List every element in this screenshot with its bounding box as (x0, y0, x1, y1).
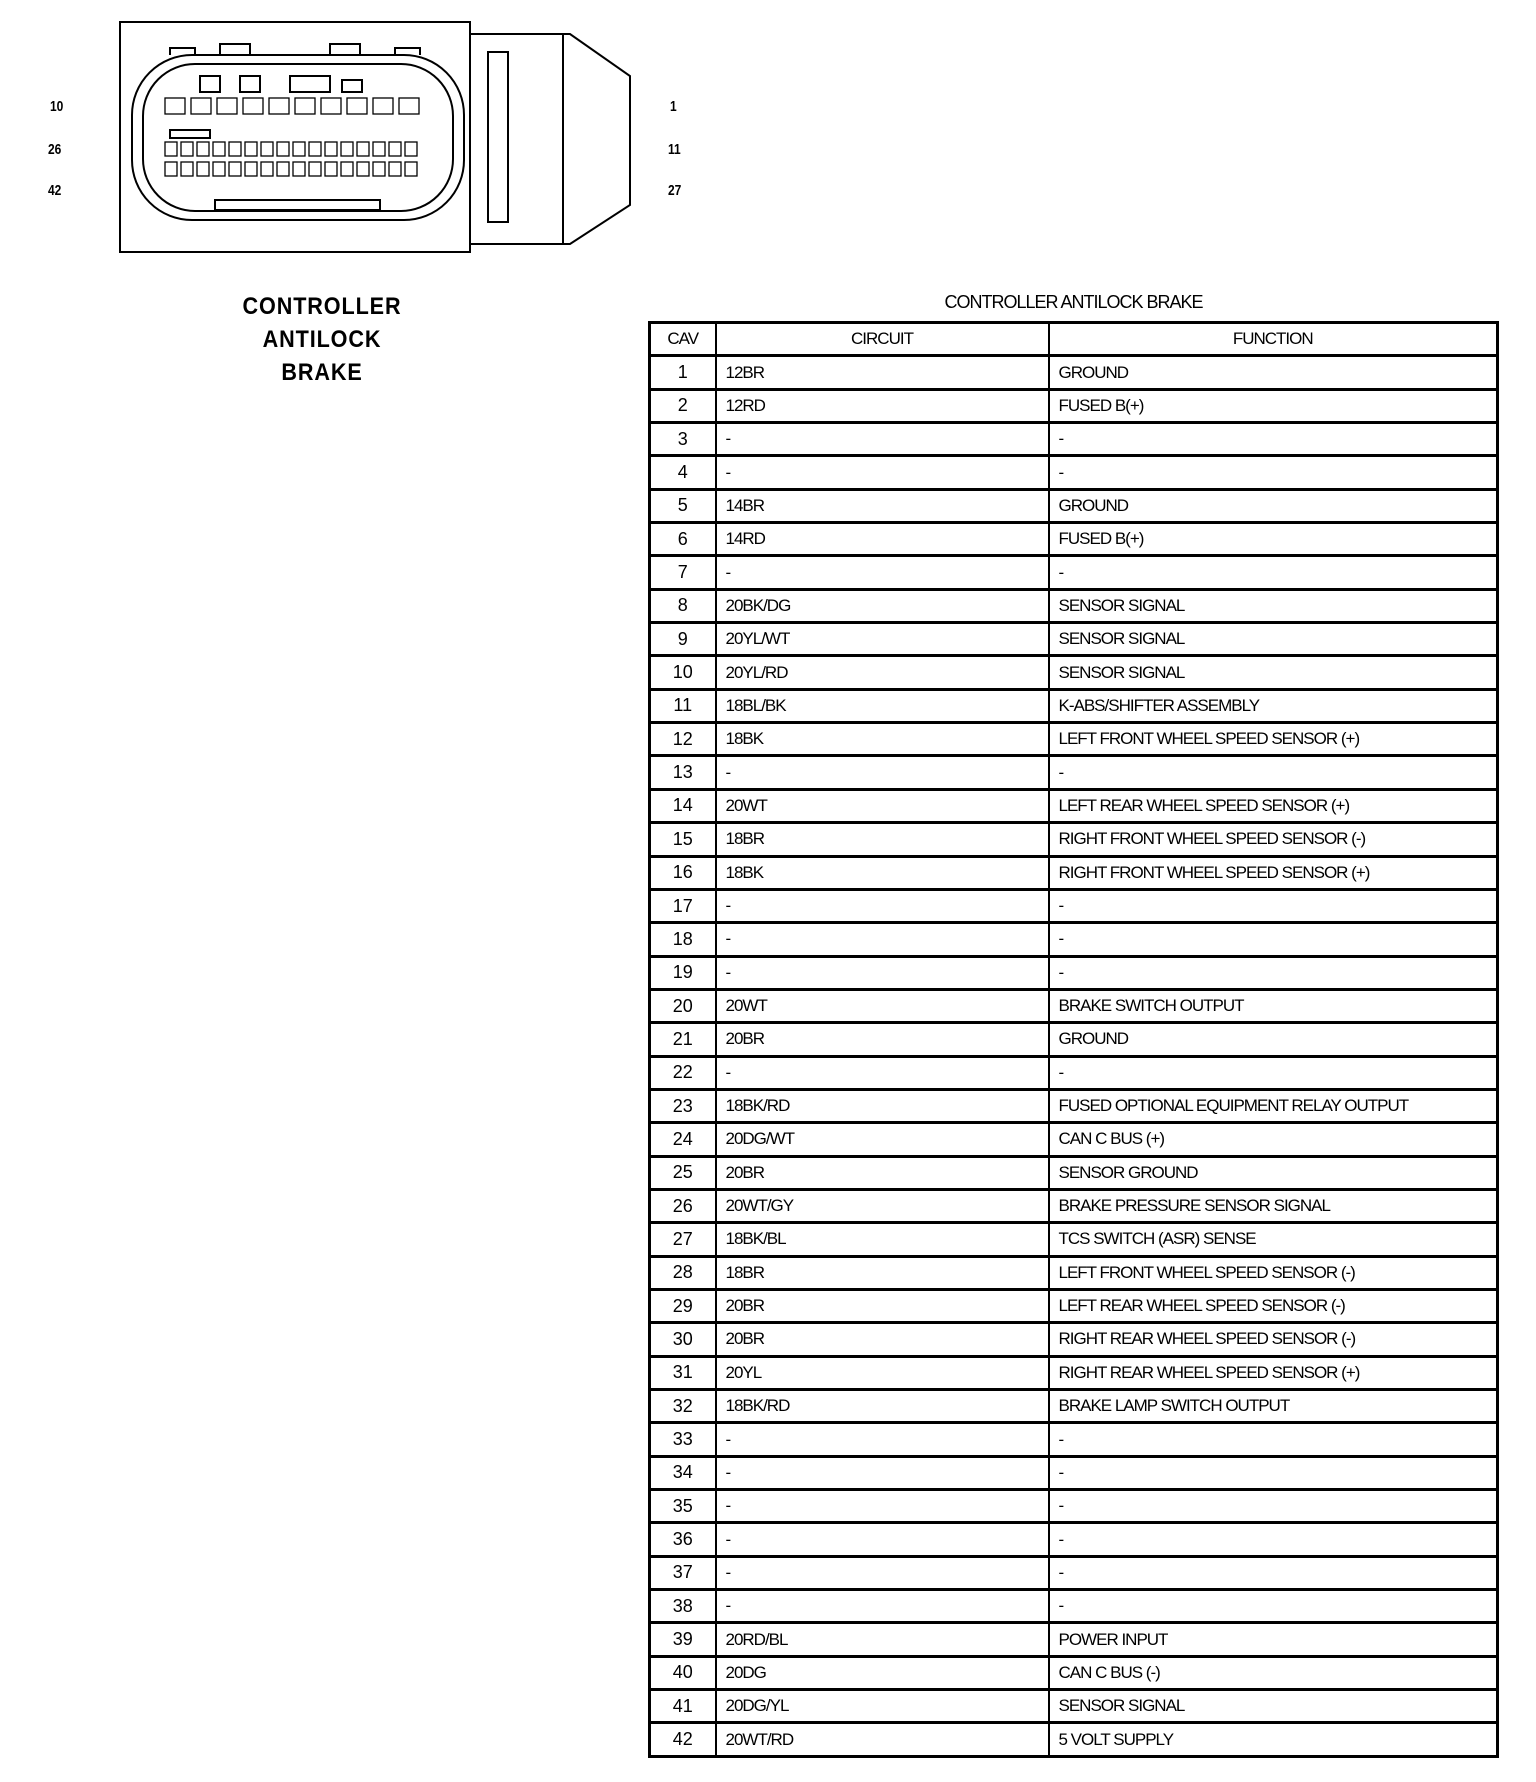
function-cell: BRAKE LAMP SWITCH OUTPUT (1049, 1390, 1498, 1423)
pin-label-26: 26 (48, 141, 62, 158)
cav-cell: 41 (650, 1690, 716, 1723)
table-row (650, 456, 1498, 489)
cav-cell: 18 (650, 923, 716, 956)
circuit-cell: - (716, 556, 1049, 589)
circuit-cell: - (716, 889, 1049, 922)
table-row (650, 623, 1498, 656)
circuit-cell: 14RD (716, 523, 1049, 556)
function-cell: - (1049, 956, 1498, 989)
cavity-bottom (277, 162, 289, 176)
cavity-top (191, 98, 211, 114)
function-cell: 5 VOLT SUPPLY (1049, 1723, 1498, 1756)
cavity-mid (229, 142, 241, 156)
cavity-mid (293, 142, 305, 156)
cavity-bottom (293, 162, 305, 176)
table-row (650, 1056, 1498, 1089)
table-row (650, 1456, 1498, 1489)
cavity-top (269, 98, 289, 114)
cav-cell: 21 (650, 1023, 716, 1056)
circuit-cell: - (716, 1556, 1049, 1589)
circuit-cell: 18BK (716, 723, 1049, 756)
function-cell: TCS SWITCH (ASR) SENSE (1049, 1223, 1498, 1256)
cavity-top (347, 98, 367, 114)
table-row (650, 1656, 1498, 1689)
cav-cell: 34 (650, 1456, 716, 1489)
function-cell: - (1049, 1523, 1498, 1556)
cavity-mid (389, 142, 401, 156)
cavity-top (321, 98, 341, 114)
function-cell: - (1049, 1456, 1498, 1489)
table-row (650, 489, 1498, 522)
connector-diagram (0, 0, 700, 270)
circuit-cell: 18BR (716, 823, 1049, 856)
cav-cell: 39 (650, 1623, 716, 1656)
circuit-cell: 12BR (716, 356, 1049, 389)
cav-cell: 32 (650, 1390, 716, 1423)
cavity-mid (277, 142, 289, 156)
circuit-cell: - (716, 423, 1049, 456)
function-cell: SENSOR SIGNAL (1049, 589, 1498, 622)
function-cell: CAN C BUS (-) (1049, 1656, 1498, 1689)
circuit-cell: - (716, 1056, 1049, 1089)
function-cell: GROUND (1049, 356, 1498, 389)
circuit-cell: 18BL/BK (716, 689, 1049, 722)
table-row (650, 1723, 1498, 1756)
table-row (650, 1356, 1498, 1389)
cav-cell: 20 (650, 989, 716, 1022)
table-row (650, 1023, 1498, 1056)
function-cell: SENSOR SIGNAL (1049, 623, 1498, 656)
table-row (650, 1089, 1498, 1122)
circuit-cell: - (716, 756, 1049, 789)
circuit-cell: 20BR (716, 1323, 1049, 1356)
circuit-cell: - (716, 1590, 1049, 1623)
function-cell: - (1049, 1423, 1498, 1456)
cavity-mid (197, 142, 209, 156)
cav-cell: 31 (650, 1356, 716, 1389)
table-row (650, 1156, 1498, 1189)
circuit-cell: 20YL/WT (716, 623, 1049, 656)
cavity-mid (405, 142, 417, 156)
function-cell: K-ABS/SHIFTER ASSEMBLY (1049, 689, 1498, 722)
function-cell: BRAKE SWITCH OUTPUT (1049, 989, 1498, 1022)
cavity-bottom (405, 162, 417, 176)
table-header-row (650, 323, 1498, 356)
function-cell: - (1049, 456, 1498, 489)
circuit-cell: - (716, 1423, 1049, 1456)
circuit-cell: - (716, 1490, 1049, 1523)
cav-cell: 2 (650, 389, 716, 422)
connector-title-line-2: ANTILOCK (262, 326, 382, 353)
pin-label-42: 42 (48, 182, 62, 199)
cavity-bottom (357, 162, 369, 176)
table-row (650, 1690, 1498, 1723)
connector-title-line-3: BRAKE (281, 359, 363, 386)
circuit-cell: - (716, 1456, 1049, 1489)
circuit-cell: - (716, 1523, 1049, 1556)
function-cell: - (1049, 756, 1498, 789)
function-cell: LEFT FRONT WHEEL SPEED SENSOR (+) (1049, 723, 1498, 756)
cav-cell: 27 (650, 1223, 716, 1256)
cav-cell: 14 (650, 789, 716, 822)
table-row (650, 1390, 1498, 1423)
cavity-mid (165, 142, 177, 156)
cavity-top (295, 98, 315, 114)
cavity-bottom (325, 162, 337, 176)
cavity-bottom (165, 162, 177, 176)
cavity-mid (309, 142, 321, 156)
circuit-cell: 20WT/RD (716, 1723, 1049, 1756)
function-cell: CAN C BUS (+) (1049, 1123, 1498, 1156)
cav-cell: 9 (650, 623, 716, 656)
cavity-bottom (213, 162, 225, 176)
function-cell: SENSOR GROUND (1049, 1156, 1498, 1189)
cav-cell: 28 (650, 1256, 716, 1289)
cav-cell: 23 (650, 1089, 716, 1122)
function-cell: - (1049, 1590, 1498, 1623)
cavity-top (243, 98, 263, 114)
function-cell: SENSOR SIGNAL (1049, 656, 1498, 689)
table-row (650, 956, 1498, 989)
circuit-cell: 20WT (716, 789, 1049, 822)
function-cell: RIGHT REAR WHEEL SPEED SENSOR (-) (1049, 1323, 1498, 1356)
function-cell: - (1049, 923, 1498, 956)
cav-cell: 37 (650, 1556, 716, 1589)
pin-label-11: 11 (668, 141, 681, 158)
function-cell: - (1049, 1556, 1498, 1589)
cav-cell: 1 (650, 356, 716, 389)
circuit-cell: 18BK/BL (716, 1223, 1049, 1256)
table-row (650, 989, 1498, 1022)
table-row (650, 823, 1498, 856)
pin-label-1: 1 (670, 98, 677, 115)
cav-cell: 33 (650, 1423, 716, 1456)
cavity-bottom (181, 162, 193, 176)
circuit-cell: 20DG/YL (716, 1690, 1049, 1723)
cav-cell: 38 (650, 1590, 716, 1623)
header-function: FUNCTION (1049, 323, 1498, 356)
circuit-cell: 18BR (716, 1256, 1049, 1289)
table-row (650, 889, 1498, 922)
cavity-mid (213, 142, 225, 156)
cav-cell: 6 (650, 523, 716, 556)
table-row (650, 1123, 1498, 1156)
table-row (650, 856, 1498, 889)
function-cell: SENSOR SIGNAL (1049, 1690, 1498, 1723)
cavity-mid (341, 142, 353, 156)
table-row (650, 1623, 1498, 1656)
cavity-bottom (229, 162, 241, 176)
cav-cell: 11 (650, 689, 716, 722)
cavity-bottom (341, 162, 353, 176)
circuit-cell: 12RD (716, 389, 1049, 422)
cavity-top (217, 98, 237, 114)
table-row (650, 423, 1498, 456)
function-cell: - (1049, 1056, 1498, 1089)
function-cell: FUSED B(+) (1049, 523, 1498, 556)
table-row (650, 389, 1498, 422)
table-row (650, 756, 1498, 789)
connector-title-line-1: CONTROLLER (242, 293, 402, 320)
table-row (650, 1590, 1498, 1623)
cavity-bottom (261, 162, 273, 176)
function-cell: LEFT REAR WHEEL SPEED SENSOR (+) (1049, 789, 1498, 822)
table-row (650, 1423, 1498, 1456)
table-row (650, 589, 1498, 622)
function-cell: RIGHT REAR WHEEL SPEED SENSOR (+) (1049, 1356, 1498, 1389)
cav-cell: 10 (650, 656, 716, 689)
cavity-top (399, 98, 419, 114)
cav-cell: 7 (650, 556, 716, 589)
function-cell: - (1049, 556, 1498, 589)
table-row (650, 789, 1498, 822)
circuit-cell: 18BK (716, 856, 1049, 889)
circuit-cell: - (716, 923, 1049, 956)
pin-label-10: 10 (50, 98, 64, 115)
function-cell: GROUND (1049, 1023, 1498, 1056)
cavity-bottom (309, 162, 321, 176)
table-title: CONTROLLER ANTILOCK BRAKE (944, 292, 1203, 312)
function-cell: - (1049, 889, 1498, 922)
table-row (650, 1289, 1498, 1322)
connector-title (222, 290, 422, 389)
cavity-mid (261, 142, 273, 156)
cavity-top (373, 98, 393, 114)
pinout-table (648, 321, 1499, 1758)
function-cell: LEFT FRONT WHEEL SPEED SENSOR (-) (1049, 1256, 1498, 1289)
table-row (650, 356, 1498, 389)
header-cav: CAV (650, 323, 716, 356)
circuit-cell: 20WT (716, 989, 1049, 1022)
cav-cell: 35 (650, 1490, 716, 1523)
cavity-mid (373, 142, 385, 156)
cav-cell: 29 (650, 1289, 716, 1322)
function-cell: - (1049, 1490, 1498, 1523)
circuit-cell: 20BR (716, 1156, 1049, 1189)
table-row (650, 1223, 1498, 1256)
connector-latch (470, 34, 630, 244)
cavity-bottom (197, 162, 209, 176)
function-cell: RIGHT FRONT WHEEL SPEED SENSOR (-) (1049, 823, 1498, 856)
circuit-cell: - (716, 956, 1049, 989)
function-cell: GROUND (1049, 489, 1498, 522)
circuit-cell: 20BR (716, 1023, 1049, 1056)
circuit-cell: 20BK/DG (716, 589, 1049, 622)
table-row (650, 1523, 1498, 1556)
cav-cell: 16 (650, 856, 716, 889)
table-row (650, 723, 1498, 756)
table-row (650, 1556, 1498, 1589)
latch-slot (488, 52, 508, 222)
cav-cell: 17 (650, 889, 716, 922)
circuit-cell: 20WT/GY (716, 1189, 1049, 1222)
circuit-cell: 20RD/BL (716, 1623, 1049, 1656)
circuit-cell: 18BK/RD (716, 1089, 1049, 1122)
circuit-cell: 18BK/RD (716, 1390, 1049, 1423)
circuit-cell: 20BR (716, 1289, 1049, 1322)
table-row (650, 1323, 1498, 1356)
circuit-cell: 14BR (716, 489, 1049, 522)
function-cell: - (1049, 423, 1498, 456)
cav-cell: 19 (650, 956, 716, 989)
table-row (650, 1490, 1498, 1523)
cav-cell: 24 (650, 1123, 716, 1156)
circuit-cell: 20YL (716, 1356, 1049, 1389)
cavity-mid (357, 142, 369, 156)
table-row (650, 523, 1498, 556)
function-cell: RIGHT FRONT WHEEL SPEED SENSOR (+) (1049, 856, 1498, 889)
cavity-mid (181, 142, 193, 156)
cav-cell: 40 (650, 1656, 716, 1689)
table-row (650, 656, 1498, 689)
cav-cell: 5 (650, 489, 716, 522)
cav-cell: 26 (650, 1189, 716, 1222)
table-row (650, 689, 1498, 722)
cav-cell: 13 (650, 756, 716, 789)
cav-cell: 4 (650, 456, 716, 489)
circuit-cell: - (716, 456, 1049, 489)
cav-cell: 42 (650, 1723, 716, 1756)
circuit-cell: 20YL/RD (716, 656, 1049, 689)
header-circuit: CIRCUIT (716, 323, 1049, 356)
cavity-bottom (389, 162, 401, 176)
function-cell: LEFT REAR WHEEL SPEED SENSOR (-) (1049, 1289, 1498, 1322)
cav-cell: 22 (650, 1056, 716, 1089)
cav-cell: 3 (650, 423, 716, 456)
cavity-bottom (245, 162, 257, 176)
table-row (650, 923, 1498, 956)
cav-cell: 30 (650, 1323, 716, 1356)
cavity-bottom (373, 162, 385, 176)
table-row (650, 1256, 1498, 1289)
cavity-mid (325, 142, 337, 156)
cav-cell: 12 (650, 723, 716, 756)
cavity-mid (245, 142, 257, 156)
function-cell: FUSED OPTIONAL EQUIPMENT RELAY OUTPUT (1049, 1089, 1498, 1122)
circuit-cell: 20DG/WT (716, 1123, 1049, 1156)
function-cell: POWER INPUT (1049, 1623, 1498, 1656)
cav-cell: 25 (650, 1156, 716, 1189)
function-cell: BRAKE PRESSURE SENSOR SIGNAL (1049, 1189, 1498, 1222)
table-row (650, 556, 1498, 589)
function-cell: FUSED B(+) (1049, 389, 1498, 422)
pin-label-27: 27 (668, 182, 682, 199)
table-row (650, 1189, 1498, 1222)
cav-cell: 15 (650, 823, 716, 856)
circuit-cell: 20DG (716, 1656, 1049, 1689)
cavity-top (165, 98, 185, 114)
cav-cell: 36 (650, 1523, 716, 1556)
cav-cell: 8 (650, 589, 716, 622)
